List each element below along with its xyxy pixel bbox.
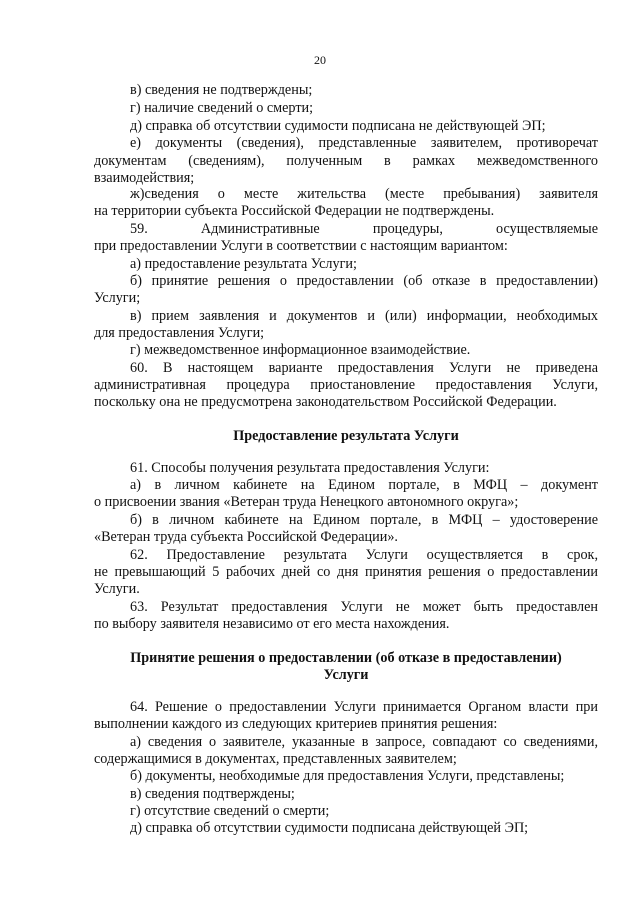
p64-g: г) отсутствие сведений о смерти;: [130, 803, 330, 819]
p60-line3: поскольку она не предусмотрена законодательством Российской Федерации.: [94, 394, 557, 410]
p61-b-line2: «Ветеран труда субъекта Российской Федерации».: [94, 529, 398, 545]
section-heading-decision-line2: Услуги: [323, 667, 369, 683]
p60-line1: 60. В настоящем варианте предоставления Услуги не приведена: [130, 360, 598, 376]
p59-g: г) межведомственное информационное взаимодействие.: [130, 342, 471, 358]
p61-a-line2: о присвоении звания «Ветеран труда Ненецкого автономного округа»;: [94, 494, 519, 510]
item-g-death-info: г) наличие сведений о смерти;: [130, 100, 314, 116]
p61-b-line1: б) в личном кабинете на Едином портале, в МФЦ – удостоверение: [130, 512, 598, 528]
p59-v-line2: для предоставления Услуги;: [94, 325, 265, 341]
p59-a: а) предоставление результата Услуги;: [130, 256, 357, 272]
p59-b-line1: б) принятие решения о предоставлении (об отказе в предоставлении): [130, 273, 598, 289]
item-e-line3: взаимодействия;: [94, 170, 195, 186]
p59-v-line1: в) прием заявления и документов и (или) информации, необходимых: [130, 308, 598, 324]
item-e-line1: е) документы (сведения), представленные заявителем, противоречат: [130, 135, 598, 151]
p64-a-line1: а) сведения о заявителе, указанные в запросе, совпадают со сведениями,: [130, 734, 598, 750]
p62-line1: 62. Предоставление результата Услуги осуществляется в срок,: [130, 547, 598, 563]
item-v-not-confirmed: в) сведения не подтверждены;: [130, 82, 313, 98]
p59-line1: 59. Административные процедуры, осуществляемые: [130, 221, 598, 237]
p64-v: в) сведения подтверждены;: [130, 786, 295, 802]
p64-a-line2: содержащимися в документах, представленных заявителем;: [94, 751, 457, 767]
page-number: 20: [314, 53, 326, 67]
p59-b-line2: Услуги;: [94, 290, 141, 306]
section-heading-result: Предоставление результата Услуги: [233, 428, 459, 444]
p64-line2: выполнении каждого из следующих критериев принятия решения:: [94, 716, 498, 732]
item-e-line2: документам (сведениям), полученным в рамках межведомственного: [94, 153, 598, 169]
p64-d: д) справка об отсутствии судимости подписана действующей ЭП;: [130, 820, 529, 836]
p63-line2: по выбору заявителя независимо от его места нахождения.: [94, 616, 450, 632]
p60-line2: административная процедура приостановление предоставления Услуги,: [94, 377, 598, 393]
item-zh-line2: на территории субъекта Российской Федерации не подтверждены.: [94, 203, 495, 219]
p62-line2: не превышающий 5 рабочих дней со дня принятия решения о предоставлении: [94, 564, 598, 580]
p61-a-line1: а) в личном кабинете на Едином портале, в МФЦ – документ: [130, 477, 598, 493]
item-d-invalid-signature: д) справка об отсутствии судимости подписана не действующей ЭП;: [130, 118, 546, 134]
p64-line1: 64. Решение о предоставлении Услуги принимается Органом власти при: [130, 699, 598, 715]
p63-line1: 63. Результат предоставления Услуги не может быть предоставлен: [130, 599, 598, 615]
p64-b: б) документы, необходимые для предоставления Услуги, представлены;: [130, 768, 565, 784]
p62-line3: Услуги.: [94, 581, 140, 597]
p59-line2: при предоставлении Услуги в соответствии с настоящим вариантом:: [94, 238, 508, 254]
item-zh-line1: ж)сведения о месте жительства (месте пребывания) заявителя: [130, 186, 598, 202]
p61: 61. Способы получения результата предоставления Услуги:: [130, 460, 490, 476]
section-heading-decision-line1: Принятие решения о предоставлении (об отказе в предоставлении): [130, 650, 562, 666]
